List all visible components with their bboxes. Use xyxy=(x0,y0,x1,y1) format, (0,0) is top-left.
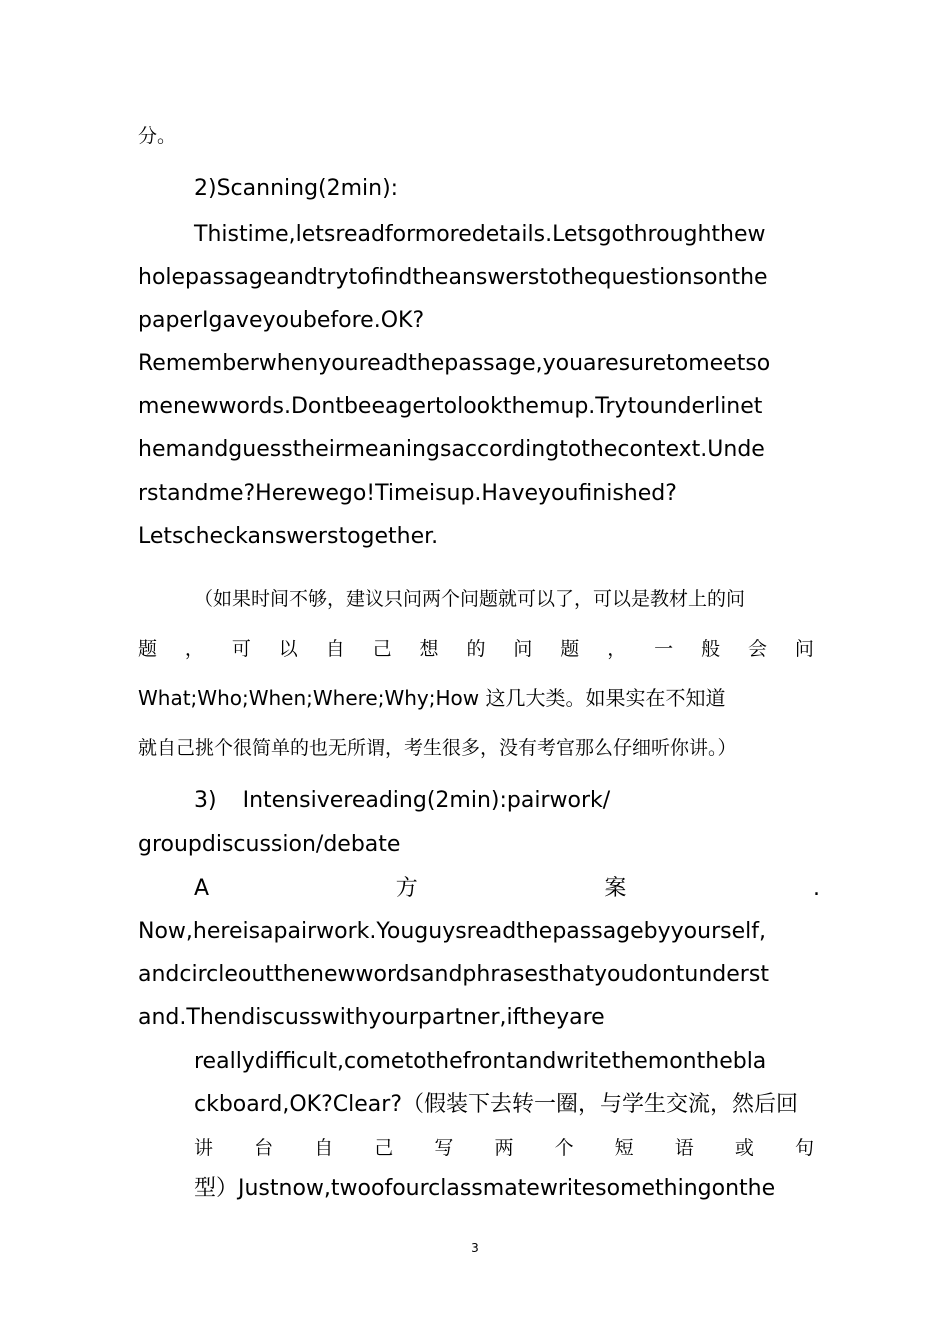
spaced-text-line xyxy=(194,1133,814,1163)
char: 自 xyxy=(325,638,345,660)
char: 写 xyxy=(434,1137,454,1159)
char: 问 xyxy=(513,638,533,660)
text-line: hemandguesstheirmeaningsaccordingtothecontext.Unde xyxy=(138,437,765,462)
text-line: Rememberwhenyoureadthepassage,youaresuretomeetso xyxy=(138,351,771,376)
text-line: Letscheckanswerstogether. xyxy=(138,524,439,549)
text-line: groupdiscussion/debate xyxy=(138,832,401,857)
text-line: 就自己挑个很简单的也无所谓，考生很多，没有考官那么仔细听你讲。） xyxy=(138,737,737,759)
section-heading-scanning: 2)Scanning(2min): xyxy=(194,176,399,201)
text-line: （如果时间不够，建议只问两个问题就可以了，可以是教材上的问 xyxy=(194,588,746,610)
text-line: 型）Justnow,twoofourclassmatewritesomethingonthe xyxy=(194,1176,776,1201)
char: 以 xyxy=(278,638,298,660)
text-line: holepassageandtrytofindtheanswerstothequestionsonthe xyxy=(138,265,768,290)
text-line: 分。 xyxy=(138,125,177,147)
heading-text: Intensivereading(2min):pairwork/ xyxy=(242,788,611,813)
heading-number: 3) xyxy=(194,788,217,813)
section-heading-intensive-reading xyxy=(194,786,610,816)
text-line: rstandme?Herewego!Timeisup.Haveyoufinished? xyxy=(138,481,677,506)
text-line: andcircleoutthenewwordsandphrasesthatyoudontunderst xyxy=(138,962,769,987)
char: 方 xyxy=(395,876,418,901)
text-line: and.Thendiscusswithyourpartner,iftheyare xyxy=(138,1005,605,1030)
page-number: 3 xyxy=(471,1241,479,1255)
char: A xyxy=(194,876,210,901)
char: 问 xyxy=(794,638,814,660)
char: . xyxy=(812,876,820,901)
text-line: Thistime,letsreadformoredetails.Letsgothroughthew xyxy=(194,222,766,247)
spaced-text-line xyxy=(138,634,814,664)
char: 己 xyxy=(374,1137,394,1159)
char: 语 xyxy=(674,1137,694,1159)
char: ， xyxy=(607,638,627,660)
char: 一 xyxy=(654,638,674,660)
char: 讲 xyxy=(194,1137,214,1159)
char: 想 xyxy=(419,638,439,660)
plan-a-line xyxy=(194,874,820,904)
char: 可 xyxy=(231,638,251,660)
char: 个 xyxy=(554,1137,574,1159)
text-line: ckboard,OK?Clear?（假装下去转一圈，与学生交流，然后回 xyxy=(194,1092,798,1117)
char: 或 xyxy=(734,1137,754,1159)
char: 自 xyxy=(314,1137,334,1159)
char: 己 xyxy=(372,638,392,660)
char: 会 xyxy=(747,638,767,660)
char: 句 xyxy=(794,1137,814,1159)
char: ， xyxy=(184,638,204,660)
char: 题 xyxy=(138,638,158,660)
char: 短 xyxy=(614,1137,634,1159)
char: 案 xyxy=(604,876,627,901)
char: 两 xyxy=(494,1137,514,1159)
char: 台 xyxy=(254,1137,274,1159)
char: 题 xyxy=(560,638,580,660)
char: 般 xyxy=(701,638,721,660)
text-line: menewwords.Dontbeeagertolookthemup.Trytounderlinet xyxy=(138,394,763,419)
text-line: What;Who;When;Where;Why;How 这几大类。如果实在不知道 xyxy=(138,686,726,710)
text-line: Now,hereisapairwork.Youguysreadthepassagebyyourself, xyxy=(138,919,766,944)
text-line: reallydifficult,cometothefrontandwritethemonthebla xyxy=(194,1049,767,1074)
char: 的 xyxy=(466,638,486,660)
text-line: paperIgaveyoubefore.OK? xyxy=(138,308,425,333)
